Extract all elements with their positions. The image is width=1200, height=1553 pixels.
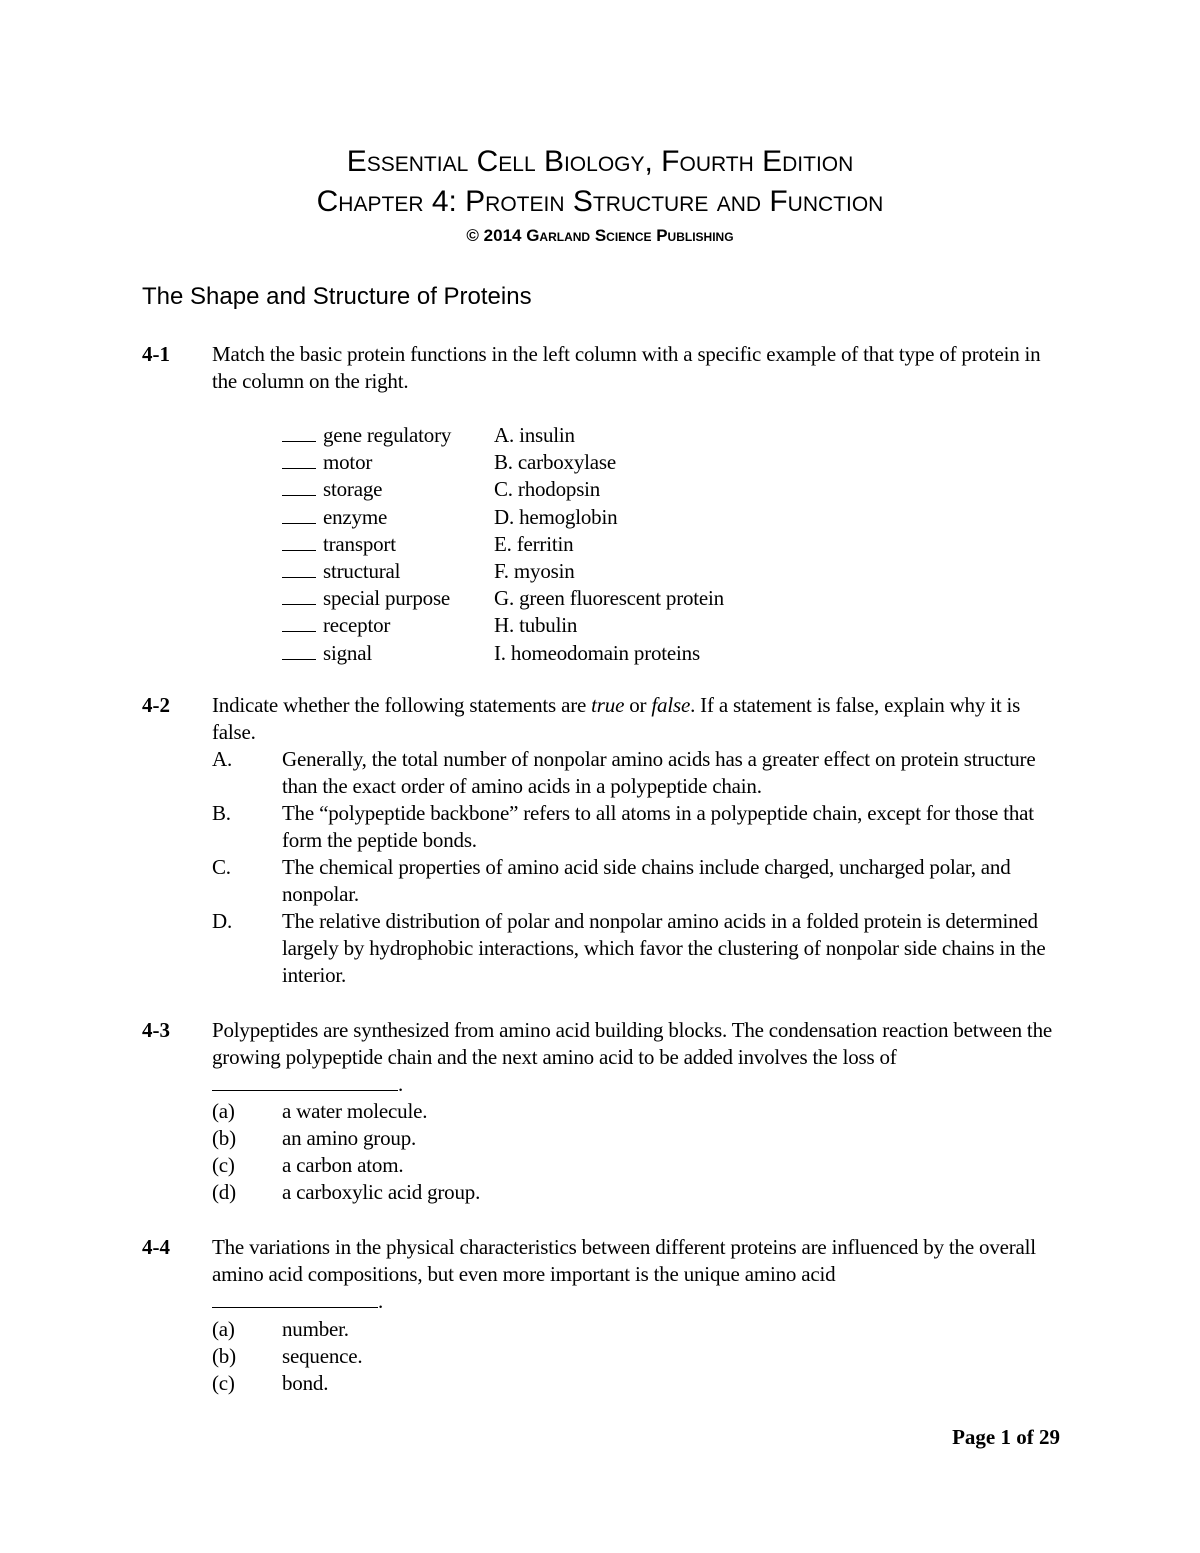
example-label: D. hemoglobin	[494, 504, 618, 529]
option-text: number.	[282, 1317, 349, 1341]
option-text: a carbon atom.	[282, 1153, 404, 1177]
option-item	[212, 1179, 1062, 1206]
answer-blank	[282, 476, 316, 496]
matching-table	[282, 422, 724, 667]
options-list	[212, 1316, 1062, 1397]
statement-letter: A.	[212, 747, 233, 771]
statement-letter: C.	[212, 855, 231, 879]
question-text-part: .	[378, 1289, 384, 1313]
matching-row	[282, 476, 724, 503]
option-text: a carboxylic acid group.	[282, 1180, 481, 1204]
statement-letter: D.	[212, 909, 233, 933]
statement-item	[212, 800, 1062, 854]
section-heading: The Shape and Structure of Proteins	[142, 283, 532, 310]
example-label: E. ferritin	[494, 531, 574, 556]
options-list	[212, 1098, 1062, 1206]
option-letter: (b)	[212, 1344, 236, 1368]
matching-row	[282, 504, 724, 531]
question-number: 4-4	[142, 1235, 170, 1259]
question-text-part: . If a statement is false, explain why it is false.	[212, 693, 1021, 744]
emphasis-true: true	[591, 693, 625, 717]
book-title: Essential Cell Biology, Fourth Edition	[346, 145, 854, 178]
option-letter: (c)	[212, 1153, 235, 1177]
option-letter: (b)	[212, 1126, 236, 1150]
option-item	[212, 1370, 1062, 1397]
question-text-part: or	[624, 693, 652, 717]
function-label: storage	[323, 477, 383, 502]
function-label: special purpose	[323, 586, 451, 611]
option-letter: (d)	[212, 1180, 236, 1204]
matching-row	[282, 612, 724, 639]
example-label: F. myosin	[494, 558, 575, 583]
statement-letter: B.	[212, 801, 231, 825]
option-text: a water molecule.	[282, 1099, 428, 1123]
question-number: 4-1	[142, 342, 170, 366]
question-number: 4-3	[142, 1018, 170, 1042]
answer-blank	[212, 1288, 378, 1308]
answer-blank	[282, 504, 316, 524]
statement-text: The relative distribution of polar and nonpolar amino acids in a folded protein is determined largely by hydrophobic interactions, which favor the clustering of nonpolar side chains in the interior.	[282, 909, 1046, 987]
example-label: G. green fluorescent protein	[494, 586, 724, 611]
option-letter: (a)	[212, 1099, 235, 1123]
answer-blank	[282, 449, 316, 469]
question-number: 4-2	[142, 693, 170, 717]
statement-item	[212, 908, 1062, 989]
statement-item	[212, 854, 1062, 908]
answer-line	[212, 1288, 383, 1315]
matching-row	[282, 585, 724, 612]
option-text: bond.	[282, 1371, 329, 1395]
option-item	[212, 1098, 1062, 1125]
answer-blank	[282, 612, 316, 632]
option-text: an amino group.	[282, 1126, 417, 1150]
answer-blank	[212, 1071, 398, 1091]
statement-text: Generally, the total number of nonpolar amino acids has a greater effect on protein structure than the exact order of amino acids in a polypeptide chain.	[282, 747, 1036, 798]
question-text	[212, 692, 1062, 746]
copyright-line: © 2014 Garland Science Publishing	[466, 226, 734, 245]
option-letter: (c)	[212, 1371, 235, 1395]
question-text	[212, 1017, 1062, 1098]
function-label: structural	[323, 558, 401, 583]
statement-list	[212, 746, 1062, 989]
question-text-part: .	[398, 1072, 404, 1096]
option-item	[212, 1343, 1062, 1370]
option-letter: (a)	[212, 1317, 235, 1341]
example-label: C. rhodopsin	[494, 477, 601, 502]
option-item	[212, 1152, 1062, 1179]
matching-row	[282, 449, 724, 476]
answer-blank	[282, 558, 316, 578]
matching-row	[282, 531, 724, 558]
question-text: The variations in the physical characteristics between different proteins are influenced by the overall amino acid compositions, but even more important is the unique amino acid	[212, 1235, 1036, 1286]
function-label: enzyme	[323, 504, 388, 529]
option-text: sequence.	[282, 1344, 363, 1368]
answer-blank	[282, 640, 316, 660]
emphasis-false: false	[651, 693, 691, 717]
question-text-part: Indicate whether the following statements are	[212, 693, 592, 717]
answer-blank	[282, 585, 316, 605]
function-label: signal	[323, 640, 372, 665]
statement-text: The chemical properties of amino acid side chains include charged, uncharged polar, and nonpolar.	[282, 855, 1011, 906]
answer-blank	[282, 422, 316, 442]
chapter-title: Chapter 4: Protein Structure and Function	[316, 185, 884, 218]
matching-row	[282, 422, 724, 449]
answer-blank	[282, 531, 316, 551]
function-label: gene regulatory	[323, 423, 452, 447]
example-label: A. insulin	[494, 423, 575, 447]
question-text-part: Polypeptides are synthesized from amino acid building blocks. The condensation reaction between the growing polypeptide chain and the next amino acid to be added involves the loss of	[212, 1018, 1052, 1069]
example-label: H. tubulin	[494, 613, 578, 638]
matching-row	[282, 558, 724, 585]
option-item	[212, 1125, 1062, 1152]
function-label: transport	[323, 531, 396, 556]
example-label: I. homeodomain proteins	[494, 640, 700, 665]
matching-row	[282, 640, 724, 667]
question-text: Match the basic protein functions in the left column with a specific example of that type of protein in the column on the right.	[212, 342, 1041, 393]
option-item	[212, 1316, 1062, 1343]
example-label: B. carboxylase	[494, 450, 616, 475]
function-label: receptor	[323, 613, 391, 638]
page-number: Page 1 of 29	[952, 1425, 1060, 1449]
statement-item	[212, 746, 1062, 800]
statement-text: The “polypeptide backbone” refers to all atoms in a polypeptide chain, except for those that form the peptide bonds.	[282, 801, 1034, 852]
function-label: motor	[323, 450, 373, 475]
